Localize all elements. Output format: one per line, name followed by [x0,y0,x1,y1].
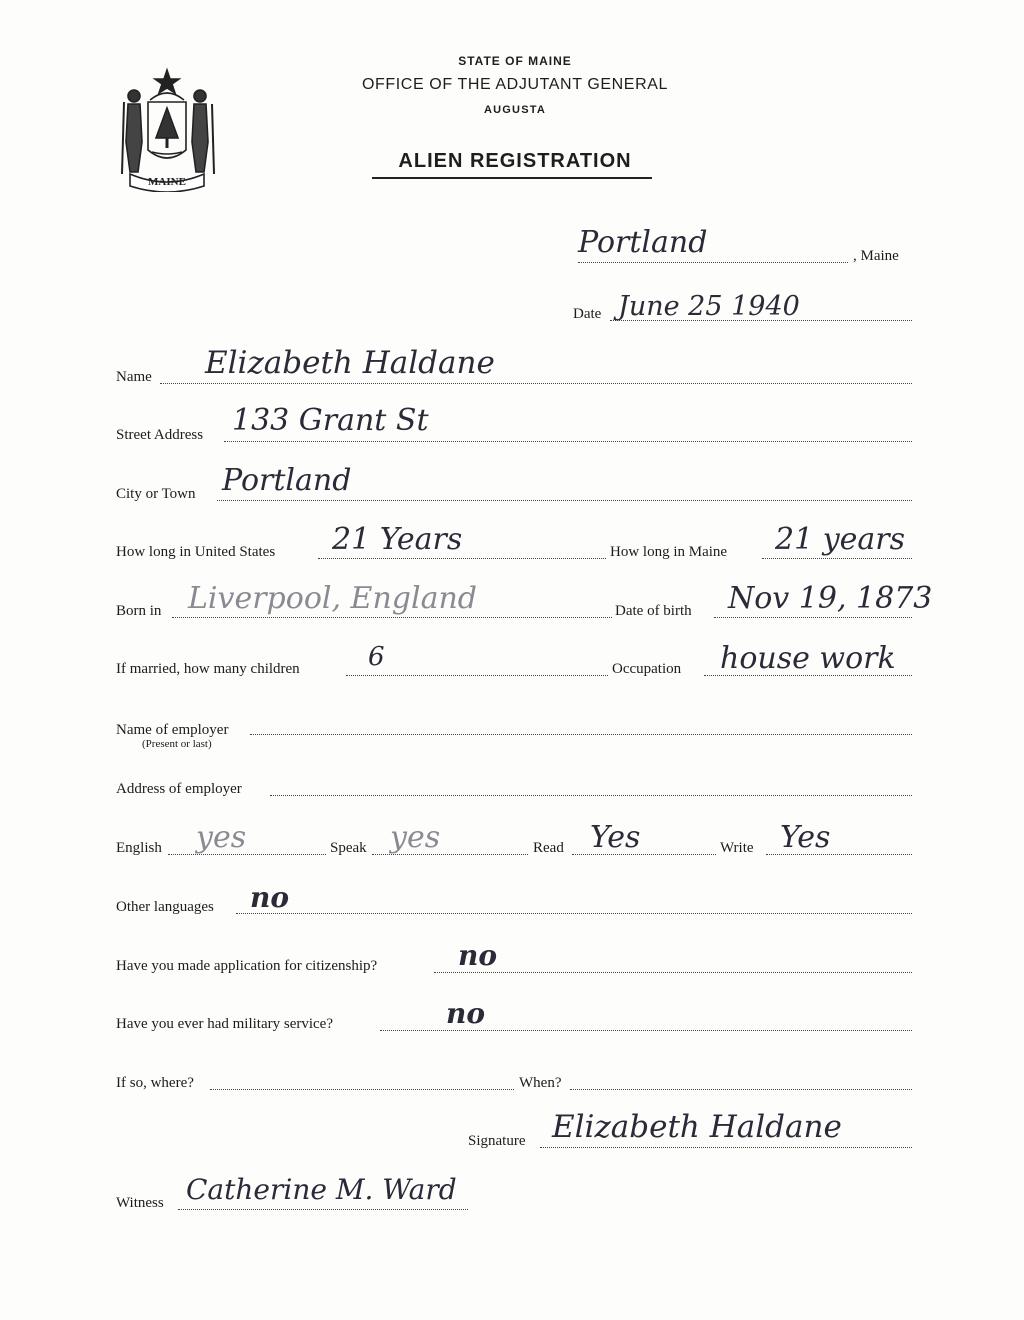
employer-address-label: Address of employer [116,781,242,797]
date-of-birth-line [714,617,912,618]
how-long-maine-value: 21 years [775,522,906,557]
born-in-line [172,617,612,618]
city-value: Portland [222,463,352,498]
street-value: 133 Grant St [232,403,429,438]
read-value: Yes [590,820,641,855]
city-label: City or Town [116,486,196,502]
date-of-birth-value: Nov 19, 1873 [728,581,933,616]
english-value: yes [196,820,247,855]
how-long-maine-line [762,558,912,559]
when-line [570,1089,912,1090]
employer-sublabel: (Present or last) [142,738,212,750]
witness-line [178,1209,468,1210]
title-underline [372,177,652,179]
other-languages-label: Other languages [116,899,214,915]
speak-label: Speak [330,840,367,856]
place-city-value: Portland [578,225,708,260]
seal-banner-text: MAINE [148,176,186,188]
how-long-us-line [318,558,606,559]
occupation-value: house work [720,641,896,676]
date-value: June 25 1940 [618,291,800,322]
city-line [217,500,912,501]
maine-state-seal-icon [112,62,222,192]
witness-value: Catherine M. Ward [186,1173,457,1206]
office-heading: OFFICE OF THE ADJUTANT GENERAL [361,76,669,93]
signature-line [540,1147,912,1148]
how-long-maine-label: How long in Maine [610,544,728,560]
street-line [224,441,912,442]
how-long-us-value: 21 Years [332,522,463,557]
signature-value: Elizabeth Haldane [552,1109,842,1145]
place-line [578,262,848,263]
born-in-label: Born in [116,603,162,619]
born-in-value: Liverpool, England [188,581,477,616]
date-label: Date [573,306,602,322]
name-label: Name [116,369,152,385]
witness-label: Witness [116,1195,164,1211]
place-state-label: , Maine [853,248,899,264]
military-value: no [446,997,486,1030]
citizenship-label: Have you made application for citizenship? [116,958,378,974]
children-value: 6 [368,642,385,672]
employer-label: Name of employer [116,722,229,738]
military-label: Have you ever had military service? [116,1016,333,1032]
military-line [380,1030,912,1031]
employer-address-line [270,795,912,796]
other-languages-line [236,913,912,914]
name-line [160,383,912,384]
signature-label: Signature [468,1133,526,1149]
citizenship-line [434,972,912,973]
children-label: If married, how many children [116,661,300,677]
write-label: Write [720,840,754,856]
street-label: Street Address [116,427,204,443]
state-heading: STATE OF MAINE [458,54,572,68]
date-of-birth-label: Date of birth [615,603,692,619]
employer-line [250,734,912,735]
how-long-us-label: How long in United States [116,544,276,560]
citizenship-value: no [458,939,498,972]
english-label: English [116,840,162,856]
english-line [168,854,326,855]
city-heading: AUGUSTA [484,104,546,116]
where-label: If so, where? [116,1075,194,1091]
read-label: Read [533,840,564,856]
where-line [210,1089,514,1090]
when-label: When? [519,1075,562,1091]
other-languages-value: no [250,881,290,914]
children-line [346,675,608,676]
form-title: ALIEN REGISTRATION [398,150,632,172]
occupation-label: Occupation [612,661,682,677]
write-value: Yes [780,820,831,855]
name-value: Elizabeth Haldane [205,345,495,381]
speak-value: yes [390,820,441,855]
